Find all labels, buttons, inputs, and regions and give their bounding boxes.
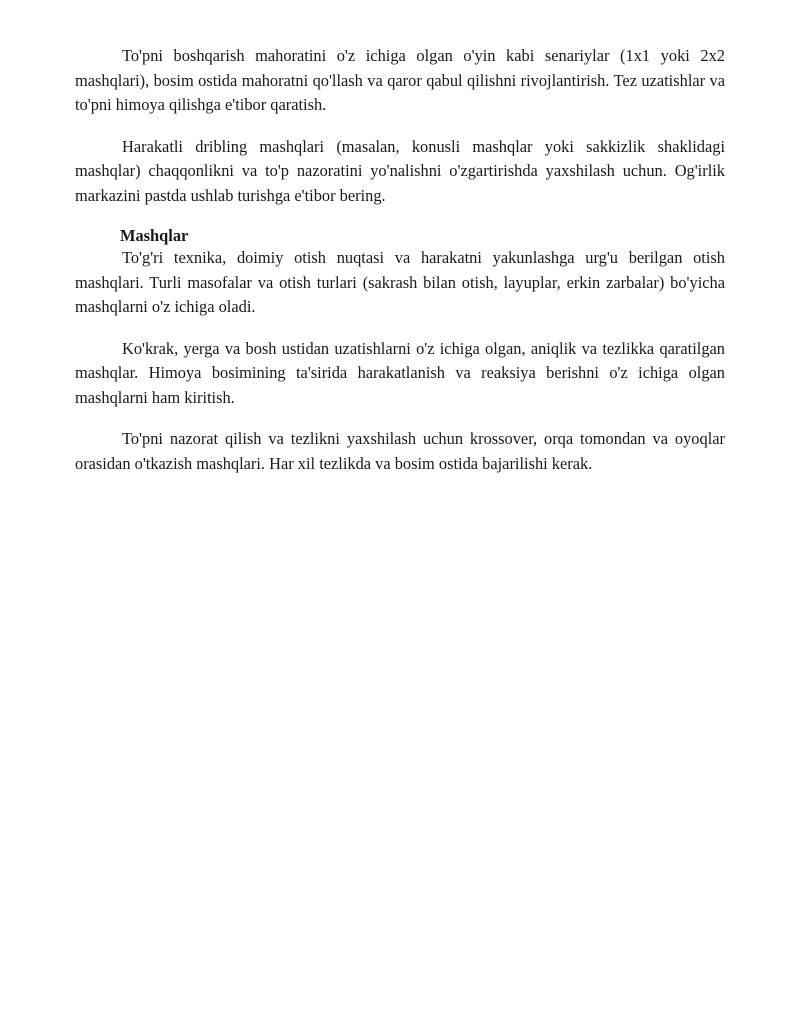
paragraph-game-scenarios: To'pni boshqarish mahoratini o'z ichiga olgan o'yin kabi senariylar (1x1 yoki 2x2 mashqlari), bosim ostida mahoratni qo'llash va qaror qabul qilishni rivojlantirish. Tez uzatishlar va to'pni himoya qilishga e'tibor qaratish. xyxy=(75,46,725,114)
section-heading: Mashqlar xyxy=(120,226,189,245)
document-page xyxy=(75,44,725,476)
paragraph-passing-drills: Ko'krak, yerga va bosh ustidan uzatishlarni o'z ichiga olgan, aniqlik va tezlikka qaratilgan mashqlar. Himoya bosimining ta'sirida harakatlanish va reaksiya berishni o'z ichiga olgan mashqlarni ham kiritish. xyxy=(75,338,725,407)
paragraph-dribbling-drills: Harakatli dribling mashqlari (masalan, konusli mashqlar yoki sakkizlik shaklidagi mashqlar) chaqqonlikni va to'p nazoratini yo'nalishni o'zgartirishda yaxshilash uchun. Og'irlik markazini pastda ushlab turishga e'tibor bering. xyxy=(75,136,725,205)
paragraph-shooting-drills: To'g'ri texnika, doimiy otish nuqtasi va harakatni yakunlashga urg'u berilgan otish mashqlari. Turli masofalar va otish turlari (sakrash bilan otish, layuplar, erkin zarbalar) bo'yicha mashqlarni o'z ichiga oladi. xyxy=(75,248,725,316)
paragraph-ball-handling-drills: To'pni nazorat qilish va tezlikni yaxshilash uchun krossover, orqa tomondan va oyoqlar orasidan o'tkazish mashqlari. Har xil tezlikda va bosim ostida bajarilishi kerak. xyxy=(75,429,725,473)
